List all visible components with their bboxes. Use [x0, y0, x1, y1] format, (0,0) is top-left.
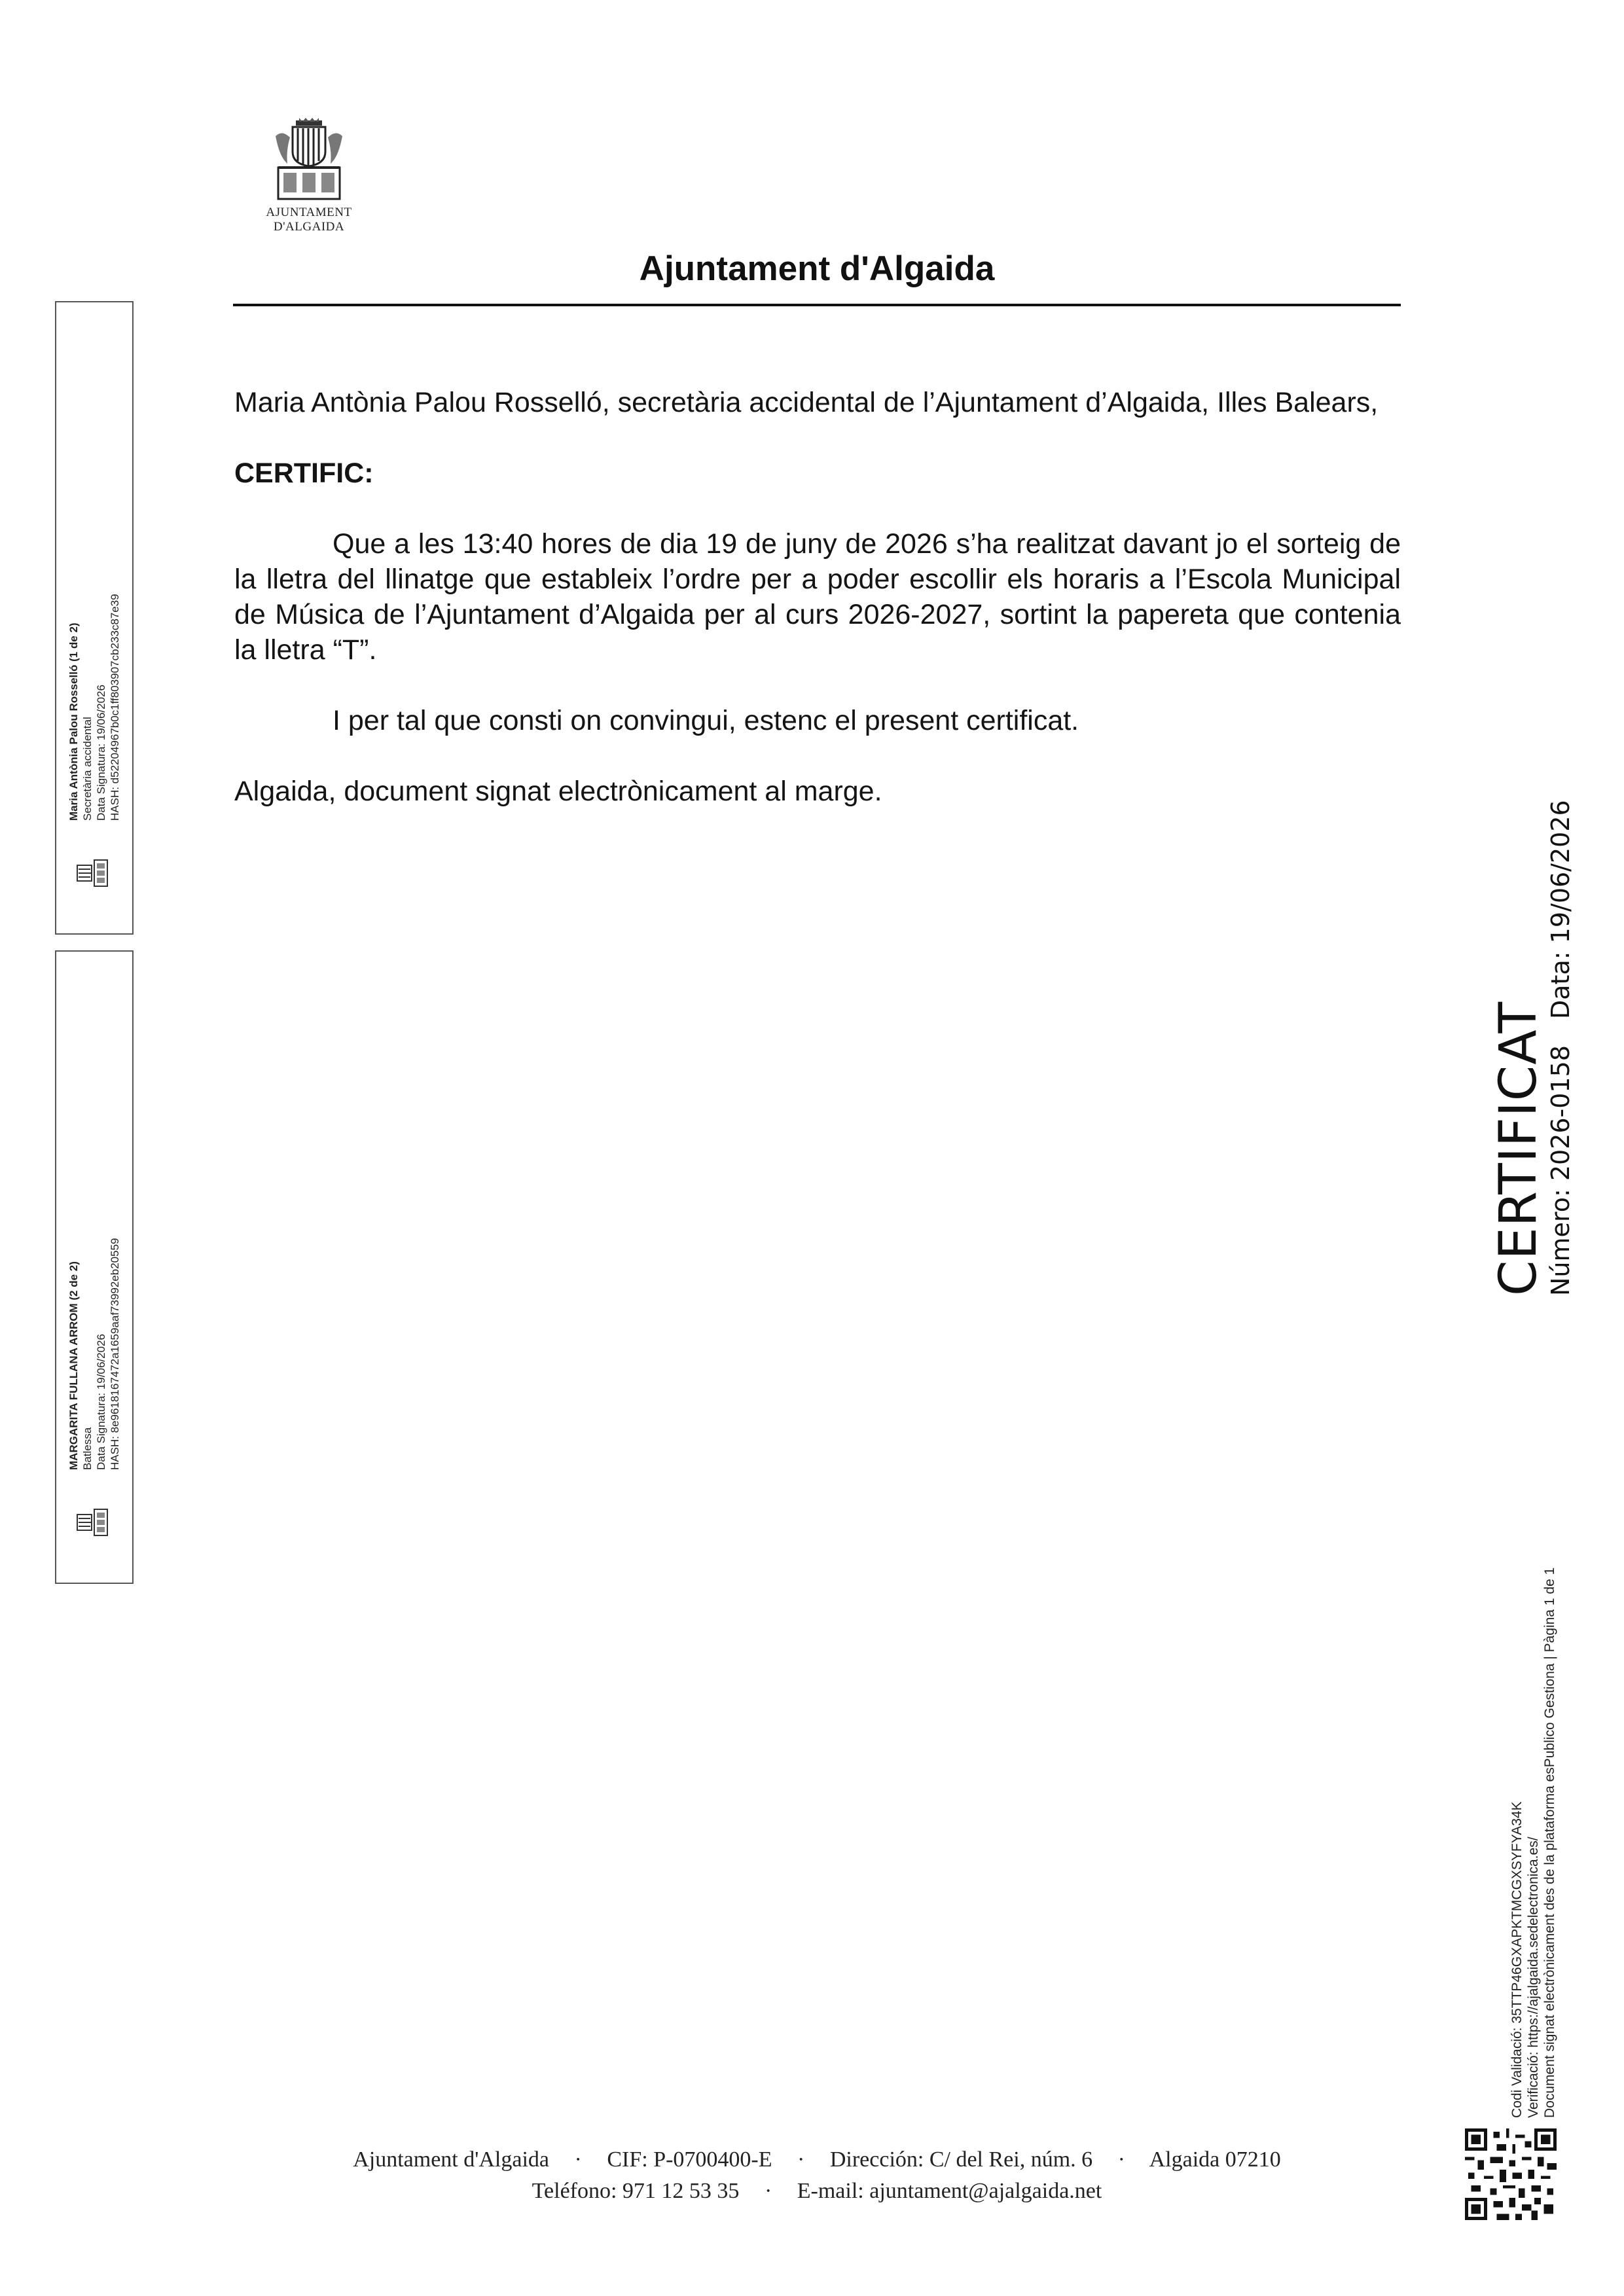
footer-separator: ·: [764, 2179, 772, 2203]
validation-code: Codi Validació: 35TTP46GXAPKTMCGXSYFYA34K: [1509, 1801, 1525, 2118]
footer-separator: ·: [797, 2147, 805, 2172]
stamp-date: Data: 19/06/2026: [1546, 800, 1575, 1019]
certific-heading: CERTIFIC:: [234, 457, 374, 489]
coat-of-arms-icon: [75, 1496, 114, 1549]
signer-name: MARGARITA FULLANA ARROM (2 de 2): [67, 1261, 80, 1470]
municipal-logo: [230, 117, 388, 234]
footer-cif: CIF: P-0700400-E: [607, 2147, 772, 2172]
document-body: [234, 385, 1401, 809]
signature-box-1: [55, 301, 134, 935]
signature-line: Algaida, document signat electrònicament al marge.: [234, 776, 882, 807]
page-footer: [233, 2144, 1401, 2207]
verification-url: Verificació: https://ajalgaida.sedelectronica.es/: [1526, 1837, 1541, 2118]
footer-address: Dirección: C/ del Rei, núm. 6: [829, 2147, 1093, 2172]
title-divider: [233, 304, 1401, 306]
document-title: Ajuntament d'Algaida: [639, 249, 995, 288]
coat-of-arms-icon: [75, 847, 114, 899]
footer-line-1: [233, 2144, 1401, 2176]
qr-code-icon[interactable]: [1465, 2128, 1557, 2220]
signature-box-2: [55, 950, 134, 1584]
stamp-type: CERTIFICAT: [1489, 1001, 1548, 1296]
intro-paragraph: Maria Antònia Palou Rosselló, secretària accidental de l’Ajuntament d’Algaida, Illes Balears,: [234, 387, 1379, 418]
signature-details-2: [67, 1064, 122, 1470]
signature-hash: HASH: d52204967b0c1ff803907cb233c87e39: [109, 594, 121, 821]
footer-separator: ·: [574, 2147, 582, 2172]
footer-city: Algaida 07210: [1149, 2147, 1281, 2172]
footer-phone: Teléfono: 971 12 53 35: [532, 2179, 740, 2203]
footer-line-2: [233, 2176, 1401, 2207]
footer-org: Ajuntament d'Algaida: [353, 2147, 550, 2172]
footer-email[interactable]: E-mail: ajuntament@ajalgaida.net: [797, 2179, 1102, 2203]
signature-date: Data Signatura: 19/06/2026: [95, 685, 107, 821]
logo-caption: AJUNTAMENT D'ALGAIDA: [266, 206, 352, 234]
coat-of-arms-icon: [273, 117, 345, 202]
stamp-number: Número: 2026-0158: [1546, 1045, 1575, 1296]
signature-hash: HASH: 8e9618167472a1659aaf73992eb20559: [109, 1238, 121, 1470]
signer-name: Maria Antònia Palou Rosselló (1 de 2): [67, 622, 80, 821]
signature-date: Data Signatura: 19/06/2026: [95, 1334, 107, 1470]
signer-role: Secretària accidental: [81, 717, 94, 821]
signature-details-1: [67, 415, 122, 821]
platform-note: Document signat electrònicament des de la plataforma esPublico Gestiona | Pàgina 1 de 1: [1542, 1567, 1557, 2118]
main-paragraph: Que a les 13:40 hores de dia 19 de juny de 2026 s’ha realitzat davant jo el sorteig de la lletra del llinatge que estableix l’ordre per a poder escollir els horaris a l’Escola Municipal de Música de l’Ajuntament d’Algaida per al curs 2026-2027, sortint la papereta que contenia la lletra “T”.: [234, 528, 1401, 666]
closing-paragraph: I per tal que consti on convingui, estenc el present certificat.: [333, 705, 1079, 736]
stamp-meta: [1546, 781, 1575, 1296]
signer-role: Batlessa: [81, 1427, 94, 1470]
footer-separator: ·: [1117, 2147, 1125, 2172]
